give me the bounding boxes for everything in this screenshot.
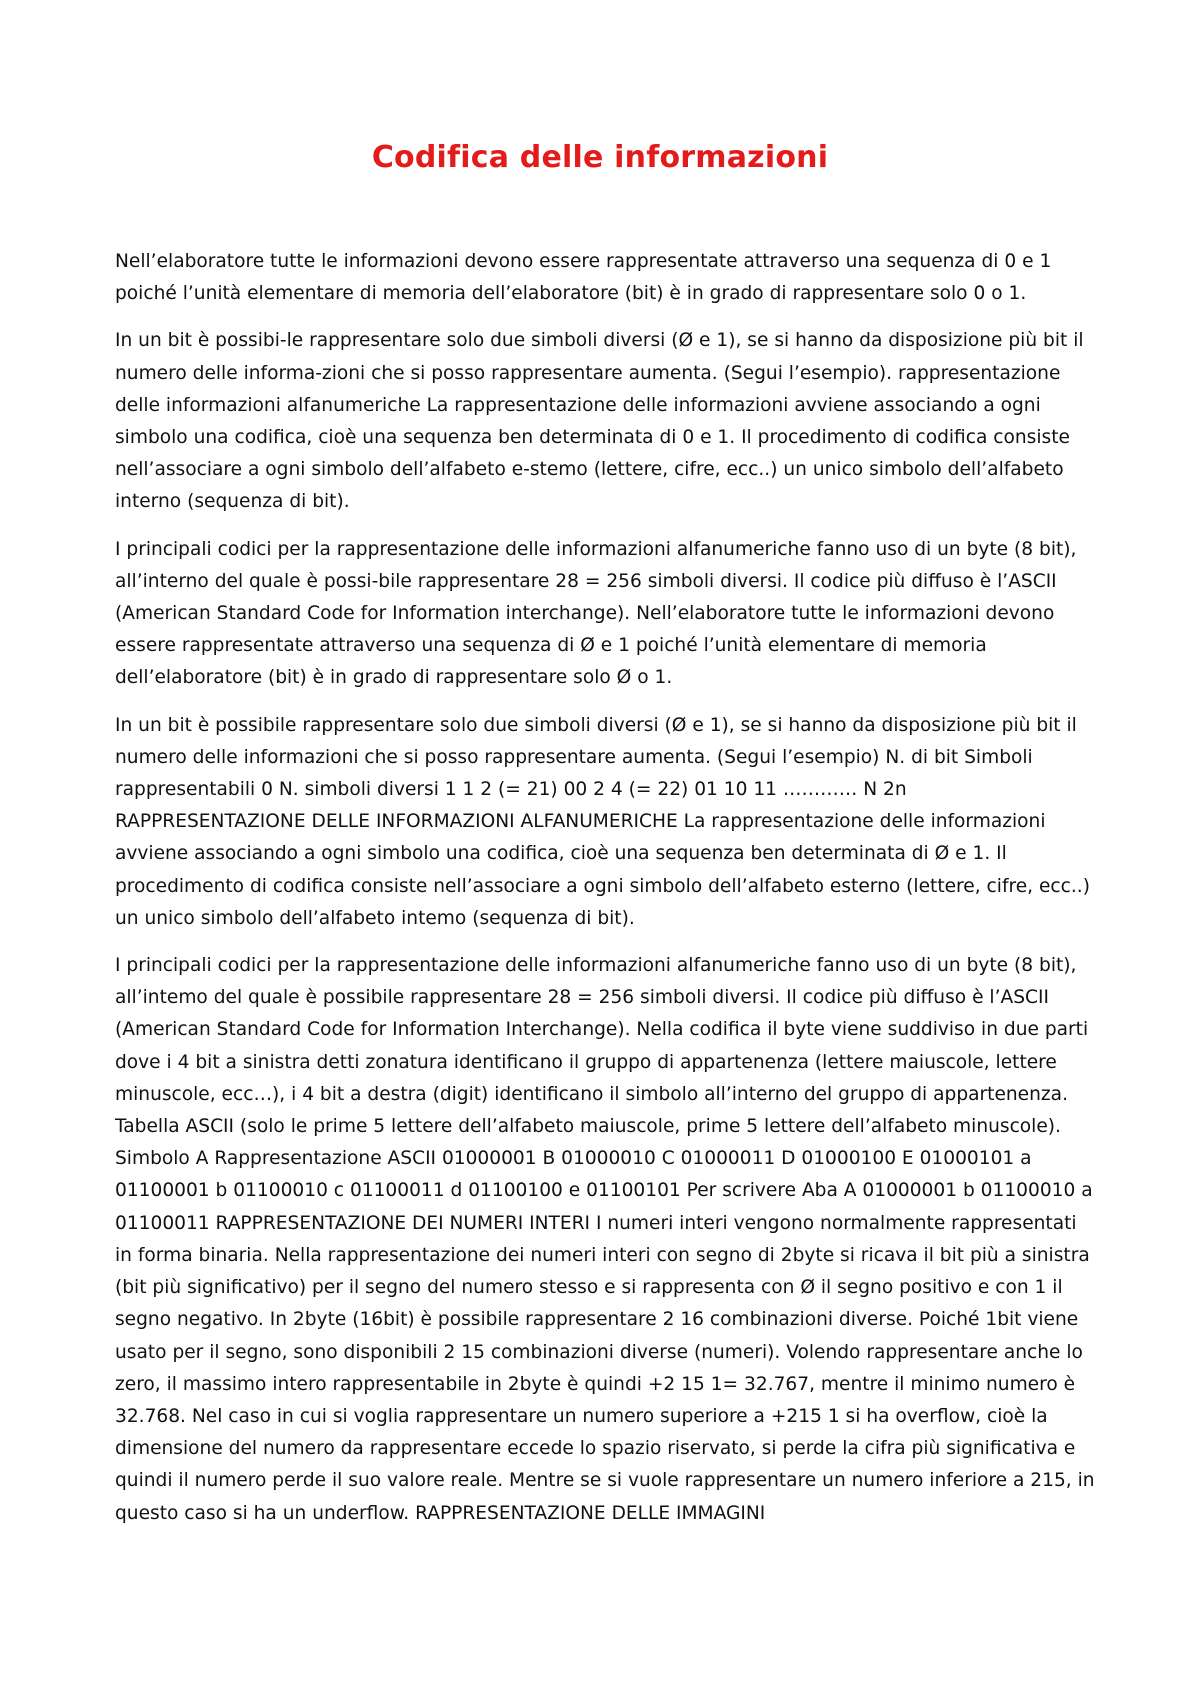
paragraph-2: In un bit è possibi-le rappresentare solo due simboli diversi (Ø e 1), se si hanno da disposizione più bit il numero delle informa-zioni che si posso rappresentare aumenta. (Segui l’esempio). rappresentazione delle informazioni alfanumeriche La rappresentazione delle informazioni avviene associando a ogni simbolo una codifica, cioè una sequenza ben determinata di 0 e 1. Il procedimento di codifica consiste nell’associare a ogni simbolo dell’alfabeto e-stemo (lettere, cifre, ecc..) un unico simbolo dell’alfabeto interno (sequenza di bit). xyxy=(115,330,1084,513)
page-title: Codifica delle informazioni xyxy=(371,140,829,175)
paragraph-5: I principali codici per la rappresentazione delle informazioni alfanumeriche fanno uso di un byte (8 bit), all’intemo del quale è possibile rappresentare 28 = 256 simboli diversi. Il codice più diffuso è l’ASCII (American Standard Code for Information Interchange). Nella codifica il byte viene suddiviso in due parti dove i 4 bit a sinistra detti zonatura identificano il gruppo di appartenenza (lettere maiuscole, lettere minuscole, ecc…), i 4 bit a destra (digit) identificano il simbolo all’interno del gruppo di appartenenza. Tabella ASCII (solo le prime 5 lettere dell’alfabeto maiuscole, prime 5 lettere dell’alfabeto minuscole). Simbolo A Rappresentazione ASCII 01000001 B 01000010 C 01000011 D 01000100 E 01000101 a 01100001 b 01100010 c 01100011 d 01100100 e 01100101 Per scrivere Aba A 01000001 b 01100010 a 01100011 RAPPRESENTAZIONE DEI NUMERI INTERI I numeri interi vengono normalmente rappresentati in forma binaria. Nella rappresentazione dei numeri interi con segno di 2byte si ricava il bit più a sinistra (bit più significativo) per il segno del numero stesso e si rappresenta con Ø il segno positivo e con 1 il segno negativo. In 2byte (16bit) è possibile rappresentare 2 16 combinazioni diverse. Poiché 1bit viene usato per il segno, sono disponibili 2 15 combinazioni diverse (numeri). Volendo rappresentare anche lo zero, il massimo intero rappresentabile in 2byte è quindi +2 15 1= 32.767, mentre il minimo numero è 32.768. Nel caso in cui si voglia rappresentare un numero superiore a +215 1 si ha overflow, cioè la dimensione del numero da rappresentare eccede lo spazio riservato, si perde la cifra più significativa e quindi il numero perde il suo valore reale. Mentre se si vuole rappresentare un numero inferiore a 215, in questo caso si ha un underflow. RAPPRESENTAZIONE DELLE IMMAGINI xyxy=(115,955,1095,1524)
paragraph-4: In un bit è possibile rappresentare solo due simboli diversi (Ø e 1), se si hanno da disposizione più bit il numero delle informazioni che si posso rappresentare aumenta. (Segui l’esempio) N. di bit Simboli rappresentabili 0 N. simboli diversi 1 1 2 (= 21) 00 2 4 (= 22) 01 10 11 ………… N 2n RAPPRESENTAZIONE DELLE INFORMAZIONI ALFANUMERICHE La rappresentazione delle informazioni avviene associando a ogni simbolo una codifica, cioè una sequenza ben determinata di Ø e 1. Il procedimento di codifica consiste nell’associare a ogni simbolo dell’alfabeto esterno (lettere, cifre, ecc..) un unico simbolo dell’alfabeto intemo (sequenza di bit). xyxy=(115,714,1090,929)
document-body xyxy=(115,246,1095,1545)
paragraph-3: I principali codici per la rappresentazione delle informazioni alfanumeriche fanno uso di un byte (8 bit), all’interno del quale è possi-bile rappresentare 28 = 256 simboli diversi. Il codice più diffuso è l’ASCII (American Standard Code for Information interchange). Nell’elaboratore tutte le informazioni devono essere rappresentate attraverso una sequenza di Ø e 1 poiché l’unità elementare di memoria dell’elaboratore (bit) è in grado di rappresentare solo Ø o 1. xyxy=(115,538,1077,689)
paragraph-1: Nell’elaboratore tutte le informazioni devono essere rappresentate attraverso una sequenza di 0 e 1 poiché l’unità elementare di memoria dell’elaboratore (bit) è in grado di rappresentare solo 0 o 1. xyxy=(115,251,1052,305)
